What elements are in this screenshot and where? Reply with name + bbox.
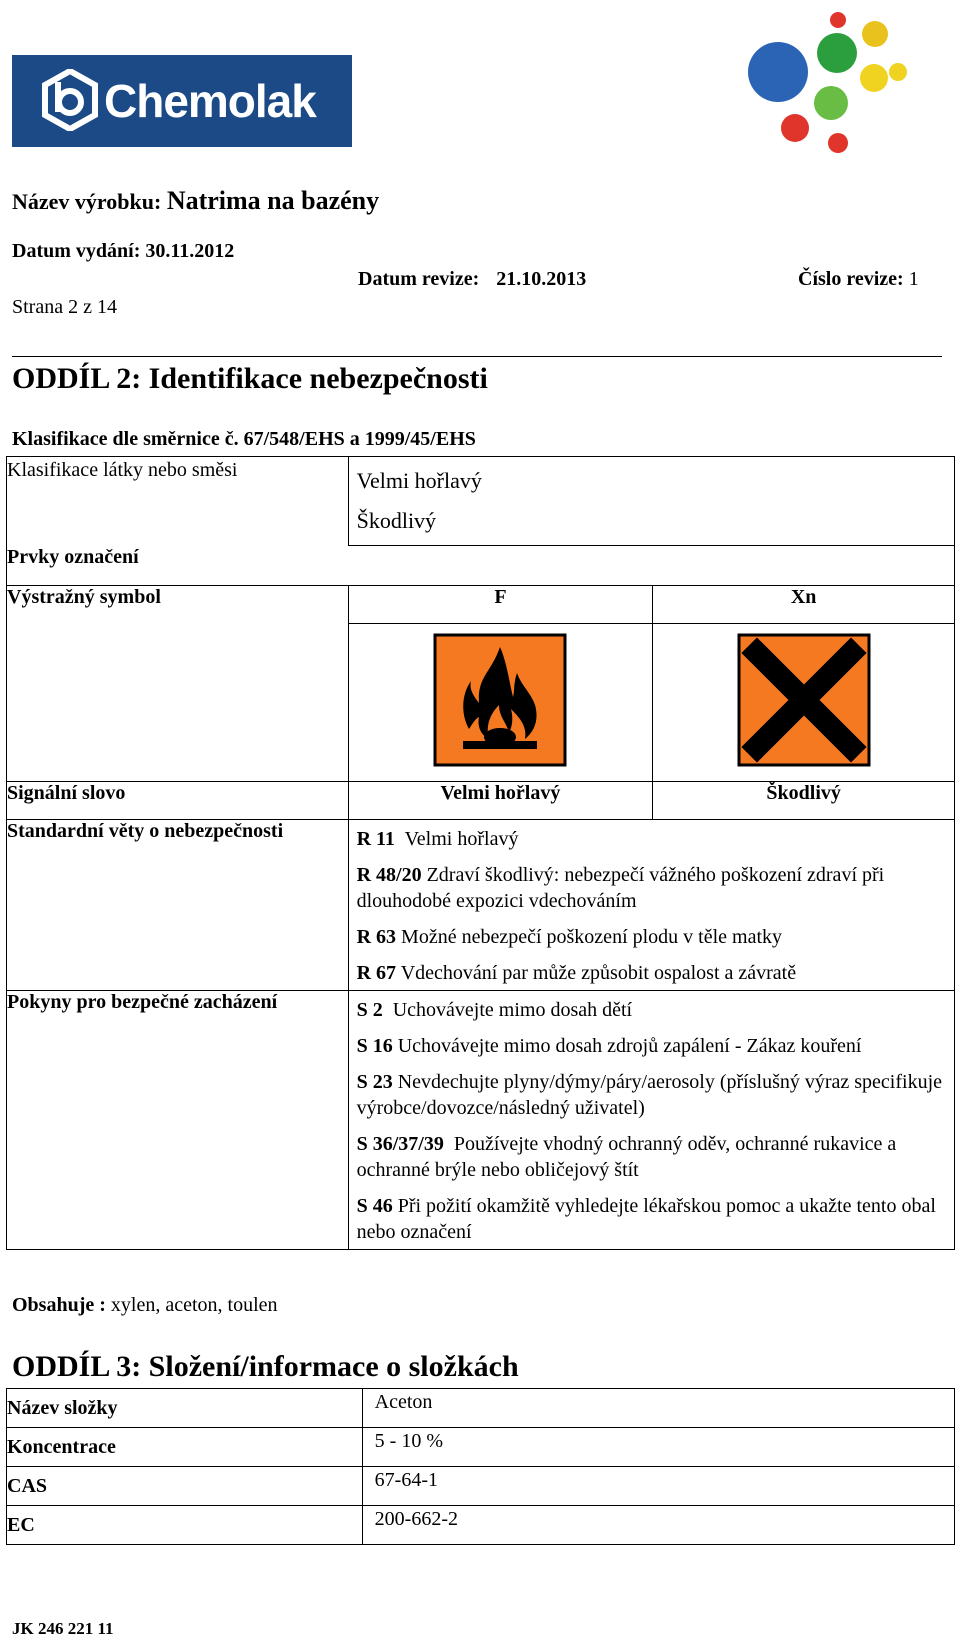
classification-value: Velmi hořlavý [356,468,482,493]
signal-word: Škodlivý [653,782,955,820]
r-phrases-label: Standardní věty o nebezpečnosti [7,820,349,991]
composition-value: 200-662-2 [362,1506,954,1545]
pictogram-cell-xn [653,624,955,782]
r-phrases-row [7,820,955,991]
hazard-table [6,456,955,1250]
classification-row [7,457,955,546]
r-phrase: R 48/20 Zdraví škodlivý: nebezpečí vážného poškození zdraví při dlouhodobé expozici vdechováním [356,864,885,912]
chemolak-logo [12,55,352,147]
page-number: Strana 2 z 14 [12,296,117,318]
product-line [12,186,379,216]
s-phrase: S 2 Uchovávejte mimo dosah dětí [356,999,633,1021]
flame-icon [433,633,567,767]
composition-value: 5 - 10 % [362,1428,954,1467]
composition-value: 67-64-1 [362,1467,954,1506]
issue-date: 30.11.2012 [145,240,235,262]
hexagon-logo-icon [42,69,98,131]
contains-line [12,1294,278,1317]
classification-heading: Klasifikace dle směrnice č. 67/548/EHS a 1999/45/EHS [12,428,476,450]
revision-date-line [358,268,586,291]
composition-label: EC [7,1506,363,1545]
s-phrases-label: Pokyny pro bezpečné zacházení [7,991,349,1250]
revision-number-line [798,268,919,291]
symbol-label: Výstražný symbol [7,586,349,624]
issue-label: Datum vydání: [12,240,141,262]
issue-line [12,240,234,263]
signal-label: Signální slovo [7,782,349,820]
symbol-code: Xn [653,586,955,624]
r-phrase: R 67 Vdechování par může způsobit ospalost a závratě [356,962,797,984]
cross-icon [737,633,871,767]
revision-date: 21.10.2013 [496,268,587,290]
pictogram-row [7,624,955,782]
composition-row [7,1389,955,1428]
composition-label: CAS [7,1467,363,1506]
product-label: Název výrobku: [12,189,162,214]
composition-value: Aceton [362,1389,954,1428]
r-phrase: R 63 Možné nebezpečí poškození plodu v těle matky [356,926,783,948]
composition-row [7,1467,955,1506]
classification-label: Klasifikace látky nebo směsi [7,459,238,481]
s-phrase: S 16 Uchovávejte mimo dosah zdrojů zapálení - Zákaz kouření [356,1035,862,1057]
section-2-heading: ODDÍL 2: Identifikace nebezpečnosti [12,362,488,395]
composition-row [7,1506,955,1545]
composition-label: Název složky [7,1389,363,1428]
r-phrase: R 11 Velmi hořlavý [356,828,519,850]
colored-dots-icon [735,8,935,158]
section-3-heading: ODDÍL 3: Složení/informace o složkách [12,1350,519,1383]
revision-date-label: Datum revize: [358,268,480,290]
revision-number-label: Číslo revize: [798,268,904,290]
contains-label: Obsahuje : [12,1294,106,1316]
signal-row [7,782,955,820]
elements-row [7,546,955,586]
logo-text: Chemolak [104,75,316,127]
signal-word: Velmi hořlavý [348,782,653,820]
contains-value: xylen, aceton, toulen [110,1294,278,1316]
pictogram-spacer [7,624,349,782]
symbol-row [7,586,955,624]
classification-value: Škodlivý [356,508,437,533]
revision-number: 1 [908,268,919,290]
s-phrase: S 23 Nevdechujte plyny/dýmy/páry/aerosoly (příslušný výraz specifikuje výrobce/dovozce/následný uživatel) [356,1071,943,1119]
product-name: Natrima na bazény [166,186,380,215]
pictogram-cell-f [348,624,653,782]
s-phrase: S 36/37/39 Používejte vhodný ochranný oděv, ochranné rukavice a ochranné brýle nebo obličejový štít [356,1133,897,1181]
s-phrase: S 46 Při požití okamžitě vyhledejte lékařskou pomoc a ukažte tento obal nebo označení [356,1195,936,1243]
s-phrases-row [7,991,955,1250]
elements-label: Prvky označení [7,546,955,586]
classification-values-cell [348,457,954,546]
footer-code: JK 246 221 11 [12,1619,114,1638]
symbol-code: F [348,586,653,624]
composition-row [7,1428,955,1467]
composition-label: Koncentrace [7,1428,363,1467]
classification-label-cell [7,457,349,546]
composition-table [6,1388,955,1545]
header-divider [12,356,942,357]
r-phrases-cell [348,820,954,991]
s-phrases-cell [348,991,954,1250]
